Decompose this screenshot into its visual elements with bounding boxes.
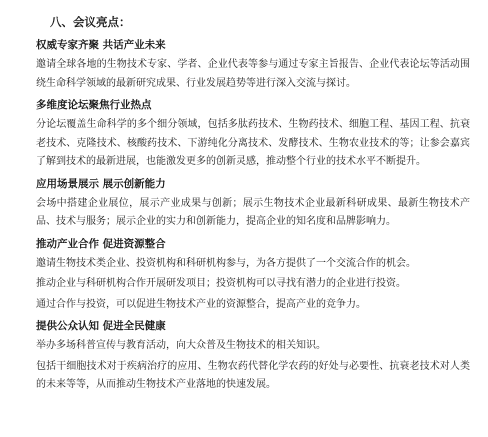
heading-cooperation: 推动产业合作 促进资源整合: [36, 237, 166, 250]
paragraph: 邀请生物技术类企业、投资机构和科研机构参与，为各方提供了一个交流合作的机会。: [36, 257, 416, 269]
paragraph: 会场中搭建企业展位，展示产业成果与创新；展示生物技术企业最新科研成果、最新生物技术产品、技术与服务；展示企业的实力和创新能力，提高企业的知名度和品牌影响力。: [36, 197, 470, 227]
heading-public: 提供公众认知 促进全民健康: [36, 320, 166, 332]
paragraph: 推动企业与科研机构合作开展研发项目；投资机构可以寻找有潜力的企业进行投资。: [36, 278, 406, 289]
paragraph: 邀请全球各地的生物技术专家、学者、企业代表等参与通过专家主旨报告、企业代表论坛等活动围绕生命科学领域的最新研究成果、行业发展趋势等进行深入交流与探讨。: [36, 59, 470, 89]
heading-showcase: 应用场景展示 展示创新能力: [36, 177, 166, 190]
paragraph: 包括干细胞技术对于疾病治疗的应用、生物农药代替化学农药的好处与必要性、抗衰老技术对人类的未来等等，从而推动生物技术产业落地的快速发展。: [36, 360, 470, 390]
section-title: 八、会议亮点：: [50, 15, 131, 29]
paragraph: 通过合作与投资，可以促进生物技术产业的资源整合，提高产业的竞争力。: [36, 298, 366, 310]
paragraph: 举办多场科普宣传与教育活动，向大众普及生物技术的相关知识。: [36, 340, 326, 351]
heading-experts: 权威专家齐聚 共话产业未来: [36, 39, 166, 51]
heading-forums: 多维度论坛聚焦行业热点: [36, 99, 152, 111]
paragraph: 分论坛覆盖生命科学的多个细分领域，包括多肽药技术、生物药技术、细胞工程、基因工程、抗衰老技术、克隆技术、核酸药技术、下游纯化分离技术、发酵技术、生物农业技术的等；让参会嘉宾了解到技术的最新进展，也能激发更多的创新灵感，推动整个行业的技术水平不断提升。: [36, 119, 470, 167]
